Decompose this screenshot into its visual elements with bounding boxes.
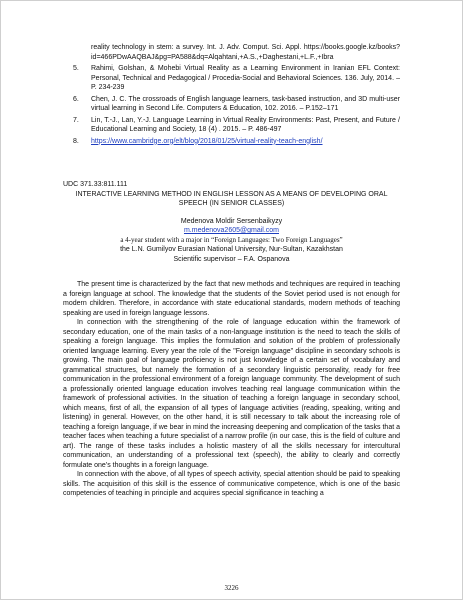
article-body xyxy=(63,280,400,499)
article-title: INTERACTIVE LEARNING METHOD IN ENGLISH LESSON AS A MEANS OF DEVELOPING ORAL SPEECH (IN SENIOR CLASSES) xyxy=(75,190,388,207)
reference-item xyxy=(63,137,400,147)
reference-text: Lin, T.-J., Lan, Y.-J. Language Learning in Virtual Reality Environments: Past, Present, and Future / Educational Learning and Society, 18 (4) . 2015. – P. 486-497 xyxy=(91,116,400,133)
author-block xyxy=(63,217,400,265)
author-supervisor-line: Scientific supervisor – F.A. Ospanova xyxy=(173,255,290,263)
reference-number: 7. xyxy=(73,116,79,124)
reference-number: 6. xyxy=(73,95,79,103)
author-affiliation-line: the L.N. Gumilyov Eurasian National University, Nur-Sultan, Kazakhstan xyxy=(120,246,343,253)
reference-number: 5. xyxy=(73,65,79,72)
reference-text: Chen, J. C. The crossroads of English language learners, task-based instruction, and 3D multi-user virtual learning in Second Life. Computers & Education, 102. 2016. – P.152–171 xyxy=(91,95,400,112)
reference-item xyxy=(63,95,400,114)
reference-link[interactable]: https://www.cambridge.org/elt/blog/2018/01/25/virtual-reality-teach-english/ xyxy=(91,137,323,145)
page-number: 3226 xyxy=(224,583,239,592)
author-email-link[interactable]: m.medenova2605@gmail.com xyxy=(183,227,280,234)
udc-code: UDC 371.33:811.111 xyxy=(63,181,128,188)
body-paragraph: In connection with the above, of all types of speech activity, special attention should be paid to speaking skills. The acquisition of this skill is the essence of communicative competence, which is one of the basic competencies of teaching in principle and acquires special significance in teaching a xyxy=(63,471,400,497)
body-paragraph: In connection with the strengthening of the role of language education within the framework of secondary education, one of the main tasks of a non-language institution is the need to teach the skills of speaking a foreign language. This implies the formulation and solution of the problem of professionally oriented language learning. Every year the role of the "Foreign language" discipline in secondary schools is growing. The main goal of language proficiency is not just knowledge of a certain set of vocabulary and grammatical structures, but namely the formation of a secondary linguistic personality, ready for free communication in the professional environment of a foreign language community. The development of such a professionally oriented language education involves teaching real language communication within the framework of professional activities. In the situation of teaching a foreign language in secondary school, which means, first of all, the expansion of all types of language activities (reading, speaking, writing and listening) in general. However, on the other hand, it is still necessary to talk about the increasing role of teaching a foreign language, if we bear in mind the increasing deepening and complication of the tasks that a teacher faces when teaching a future specialist of a narrow profile (in our case, this is the field of culture and art). The range of these tasks includes a holistic mastery of all the skills necessary for intercultural communication, an understanding of a professional text (speech), the ability to clearly and correctly formulate one’s thoughts in a foreign language. xyxy=(63,319,400,469)
reference-item xyxy=(63,116,400,135)
reference-text: Rahimi, Golshan, & Mohebi Virtual Reality as a Learning Environment in Iranian EFL Context: Personal, Technical and Pedagogical / Procedia-Social and Behavioral Sciences. 136. July, 2014. – P. 234-239 xyxy=(91,65,400,91)
author-name: Medenova Moldir Sersenbaikyzy xyxy=(180,217,283,225)
author-affiliation-line: a 4-year student with a major in “Foreign Languages: Two Foreign Languages” xyxy=(120,235,343,244)
reference-item xyxy=(63,64,400,93)
body-paragraph: The present time is characterized by the fact that new methods and techniques are required in teaching a foreign language at school. The knowledge that the students of the Soviet period used is not enough for modern children. Therefore, in accordance with state educational standards, modern methods of teaching speaking are used in foreign language lessons. xyxy=(63,281,400,317)
reference-list xyxy=(63,43,400,146)
reference-number: 8. xyxy=(73,137,79,145)
reference-item xyxy=(63,43,400,62)
reference-text: reality technology in stem: a survey. Int. J. Adv. Comput. Sci. Appl. https://books.google.kz/books?id=466PDwAAQBAJ&pg=PA588&dq=Alqahtani,+A.S.,+Daghestani,+L.F.,+Ibra xyxy=(91,44,400,61)
